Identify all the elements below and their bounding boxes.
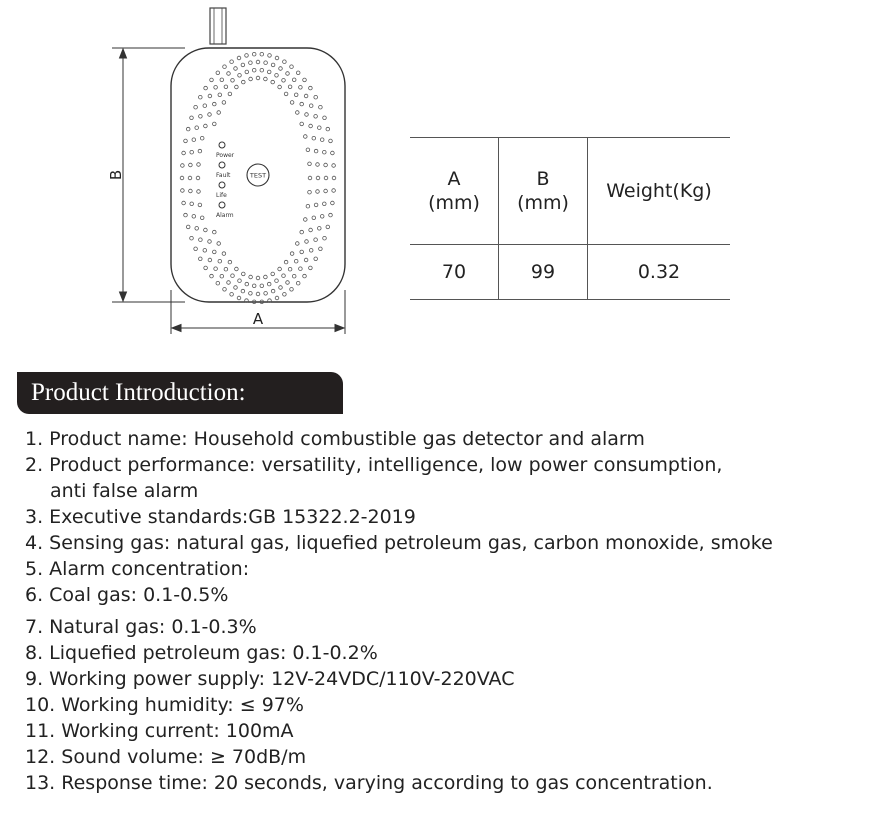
intro-item: 12. Sound volume: ≥ 70dB/m xyxy=(25,746,307,768)
device-drawing xyxy=(95,0,365,340)
spec-header-row xyxy=(410,138,730,245)
section-title: Product Introduction: xyxy=(31,379,246,406)
svg-text:TEST: TEST xyxy=(249,171,267,180)
led-label-power: Power xyxy=(216,152,235,159)
intro-item: 3. Executive standards:GB 15322.2-2019 xyxy=(25,506,416,528)
led-label-life: Life xyxy=(216,192,227,199)
intro-item: 7. Natural gas: 0.1-0.3% xyxy=(25,616,257,638)
test-button xyxy=(247,164,269,186)
header-weight: Weight(Kg) xyxy=(588,138,731,245)
intro-item: 4. Sensing gas: natural gas, liquefied petroleum gas, carbon monoxide, smoke xyxy=(25,532,773,554)
intro-list xyxy=(25,426,773,796)
header-b: B (mm) xyxy=(499,138,588,245)
header-a: A (mm) xyxy=(410,138,499,245)
value-a: 70 xyxy=(410,245,499,300)
dimension-a-label: A xyxy=(252,310,264,328)
led-label-fault: Fault xyxy=(216,172,231,179)
intro-item: 2. Product performance: versatility, intelligence, low power consumption, xyxy=(25,454,723,476)
intro-item: anti false alarm xyxy=(50,480,199,502)
intro-item: 11. Working current: 100mA xyxy=(25,720,294,742)
spec-table xyxy=(410,137,730,300)
intro-item: 9. Working power supply: 12V-24VDC/110V-220VAC xyxy=(25,668,515,690)
intro-item: 5. Alarm concentration: xyxy=(25,558,250,580)
intro-item: 1. Product name: Household combustible gas detector and alarm xyxy=(25,428,645,450)
section-banner xyxy=(17,372,343,414)
intro-item: 8. Liquefied petroleum gas: 0.1-0.2% xyxy=(25,642,378,664)
intro-item: 10. Working humidity: ≤ 97% xyxy=(25,694,304,716)
intro-item: 6. Coal gas: 0.1-0.5% xyxy=(25,584,229,606)
spec-value-row xyxy=(410,245,730,300)
dimension-b-label: B xyxy=(107,169,125,181)
cable-connector xyxy=(210,8,226,44)
intro-item: 13. Response time: 20 seconds, varying according to gas concentration. xyxy=(25,772,713,794)
led-label-alarm: Alarm xyxy=(216,212,234,219)
value-weight: 0.32 xyxy=(588,245,731,300)
value-b: 99 xyxy=(499,245,588,300)
